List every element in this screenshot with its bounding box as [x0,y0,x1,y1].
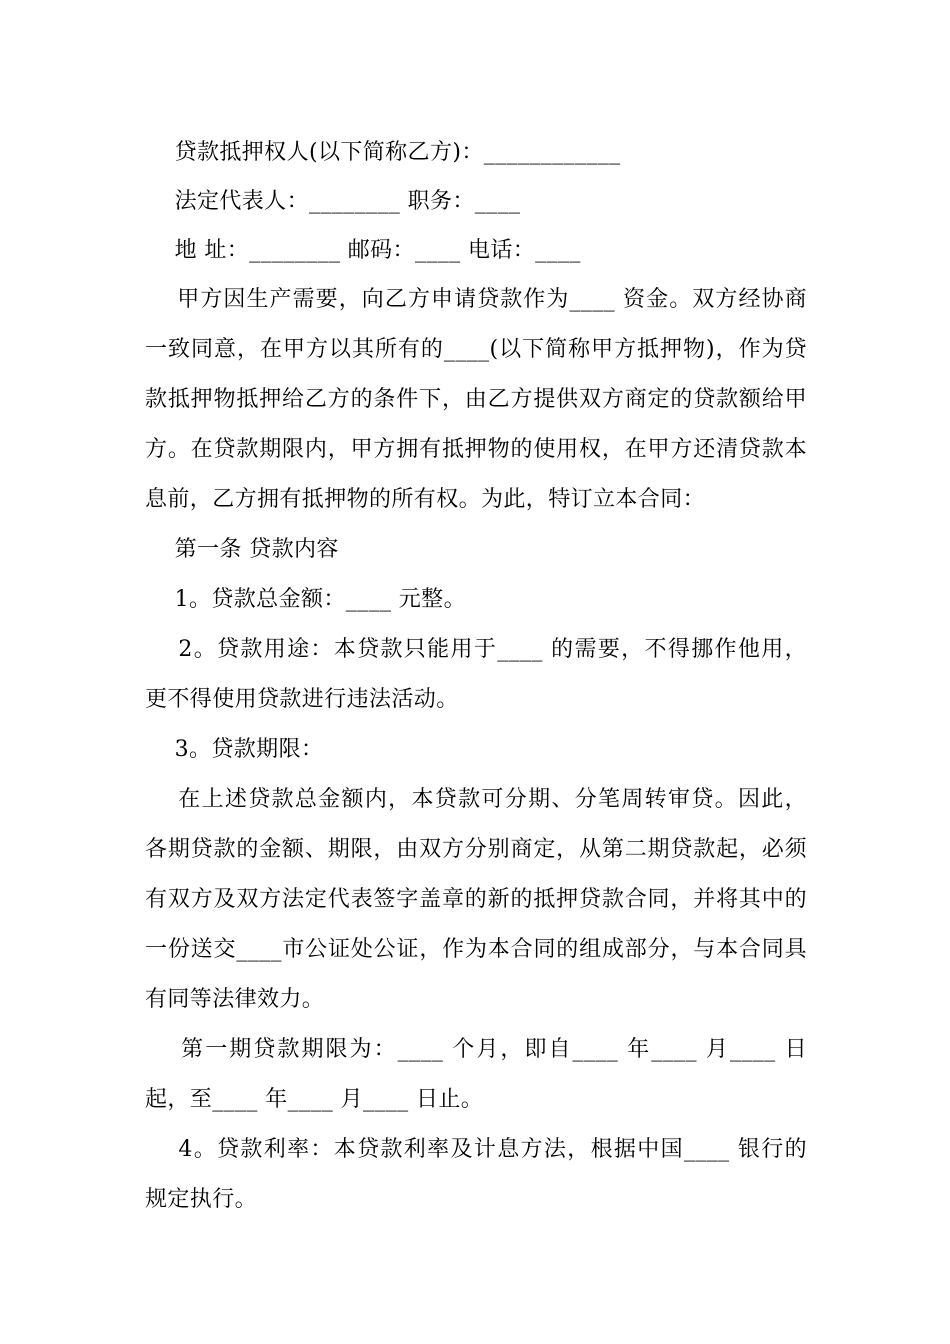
text-line: 息前，乙方拥有抵押物的所有权。为此，特订立本合同： [145,487,706,512]
text-line: 各期贷款的金额、期限，由双方分别商定，从第二期贷款起，必须 [145,837,807,862]
text-line: 有同等法律效力。 [145,987,325,1012]
section-heading: 第一条 贷款内容 [145,537,339,562]
text-line: 第一期贷款期限为：____ 个月，即自____ 年____ 月____ 日 [145,1037,807,1062]
text-line: 2。贷款用途：本贷款只能用于____ 的需要，不得挪作他用， [145,637,807,662]
text-line: 4。贷款利率：本贷款利率及计息方法，根据中国____ 银行的 [145,1137,807,1162]
text-line: 法定代表人：________ 职务：____ [145,189,521,214]
text-line: 3。贷款期限： [145,737,324,762]
text-line: 1。贷款总金额：____ 元整。 [145,587,466,612]
text-line: 甲方因生产需要，向乙方申请贷款作为____ 资金。双方经协商 [145,287,807,312]
text-line: 一份送交____市公证处公证，作为本合同的组成部分，与本合同具 [145,937,807,962]
text-line: 规定执行。 [145,1187,258,1212]
text-line: 方。在贷款期限内，甲方拥有抵押物的使用权，在甲方还清贷款本 [145,437,807,462]
text-line: 起，至____ 年____ 月____ 日止。 [145,1087,484,1112]
text-line: 地 址：________ 邮码：____ 电话：____ [145,238,581,263]
text-line: 有双方及双方法定代表签字盖章的新的抵押贷款合同，并将其中的 [145,887,807,912]
text-line: 款抵押物抵押给乙方的条件下，由乙方提供双方商定的贷款额给甲 [145,387,807,412]
text-line: 更不得使用贷款进行违法活动。 [145,687,459,712]
text-line: 贷款抵押权人(以下简称乙方)：____________ [145,140,621,165]
text-line: 一致同意，在甲方以其所有的____(以下简称甲方抵押物)，作为贷 [145,337,807,362]
text-line: 在上述贷款总金额内，本贷款可分期、分笔周转审贷。因此， [145,787,807,812]
